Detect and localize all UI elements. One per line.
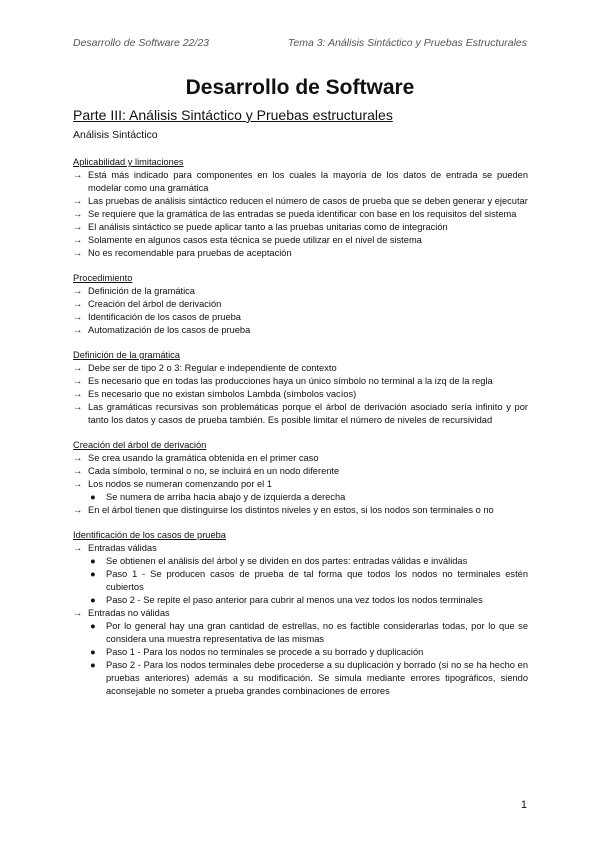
arrow-icon: → — [73, 235, 83, 245]
sub-list-item: ● Por lo general hay una gran cantidad de estrellas, no es factible considerarlas todas, por lo que se considera una muestra representativa de las mismas — [90, 621, 528, 644]
arrow-icon: → — [73, 170, 83, 180]
sub-list-item: ● Paso 2 - Para los nodos terminales debe procederse a su duplicación y borrado (si no se ha hecho en pruebas anteriores) además a su modificación. Se simula mediante errores tipográficos, siendo aconsejable no someter a prueba grandes combinaciones de errores — [90, 660, 528, 696]
section-subsubtitle: Análisis Sintáctico — [73, 129, 158, 141]
section-definicion-gramatica — [73, 349, 528, 427]
arrow-icon: → — [73, 466, 83, 476]
arrow-icon: → — [73, 389, 83, 399]
list-item: → Las pruebas de análisis sintáctico reducen el número de casos de prueba que se deben generar y ejecutar — [73, 196, 528, 206]
section-heading: Procedimiento — [73, 273, 133, 283]
list-item: → El análisis sintáctico se puede aplicar tanto a las pruebas unitarias como de integración — [73, 222, 448, 232]
arrow-icon: → — [73, 299, 83, 309]
list-item: → Se crea usando la gramática obtenida en el primer caso — [73, 453, 319, 463]
list-item: → Entradas válidas — [73, 543, 157, 553]
arrow-icon: → — [73, 479, 83, 489]
list-item: → Definición de la gramática — [73, 286, 195, 296]
arrow-icon: → — [73, 608, 83, 618]
list-item: → Es necesario que en todas las producciones haya un único símbolo no terminal a la izq de la regla — [73, 376, 493, 386]
header-course: Desarrollo de Software 22/23 — [73, 37, 209, 49]
list-item: → Está más indicado para componentes en los cuales la mayoría de los datos de entrada se pueden modelar como una gramática — [73, 170, 528, 193]
list-item: → Se requiere que la gramática de las entradas se pueda identificar con base en los requisitos del sistema — [73, 209, 517, 219]
section-arbol-derivacion — [73, 439, 528, 517]
bullet-icon: ● — [90, 492, 96, 502]
arrow-icon: → — [73, 196, 83, 206]
arrow-icon: → — [73, 543, 83, 553]
sub-list-item: ● Paso 2 - Se repite el paso anterior para cubrir al menos una vez todos los nodos terminales — [90, 595, 483, 605]
section-heading: Creación del árbol de derivación — [73, 440, 207, 450]
arrow-icon: → — [73, 209, 83, 219]
arrow-icon: → — [73, 222, 83, 232]
arrow-icon: → — [73, 248, 83, 258]
bullet-icon: ● — [90, 621, 96, 631]
list-item: → Los nodos se numeran comenzando por el 1 — [73, 479, 272, 489]
arrow-icon: → — [73, 505, 83, 515]
arrow-icon: → — [73, 363, 83, 373]
arrow-icon: → — [73, 312, 83, 322]
list-item: → Automatización de los casos de prueba — [73, 325, 251, 335]
bullet-icon: ● — [90, 556, 96, 566]
bullet-icon: ● — [90, 660, 96, 670]
section-aplicabilidad — [73, 156, 528, 260]
bullet-icon: ● — [90, 595, 96, 605]
list-item: → Cada símbolo, terminal o no, se incluirá en un nodo diferente — [73, 466, 340, 476]
list-item: → Es necesario que no existan símbolos Lambda (símbolos vacíos) — [73, 389, 357, 399]
bullet-icon: ● — [90, 647, 96, 657]
arrow-icon: → — [73, 453, 83, 463]
section-heading: Definición de la gramática — [73, 350, 180, 360]
bullet-icon: ● — [90, 569, 96, 579]
document-body — [73, 156, 528, 710]
page-number: 1 — [520, 799, 527, 811]
header-topic: Tema 3: Análisis Sintáctico y Pruebas Estructurales — [287, 37, 527, 49]
list-item: → Las gramáticas recursivas son problemáticas porque el árbol de derivación asociado sería infinito y por tanto los datos y casos de prueba también. Es posible limitar el número de niveles de recursividad — [73, 402, 528, 425]
list-item: → Identificación de los casos de prueba — [73, 312, 241, 322]
section-casos-prueba — [73, 529, 528, 698]
list-item: → Solamente en algunos casos esta técnica se puede utilizar en el nivel de sistema — [73, 235, 422, 245]
section-procedimiento — [73, 272, 528, 337]
sub-list-item: ● Se obtienen el análisis del árbol y se dividen en dos partes: entradas válidas e inválidas — [90, 556, 468, 566]
list-item: → En el árbol tienen que distinguirse los distintos niveles y en estos, si los nodos son terminales o no — [73, 505, 494, 515]
list-item: → Debe ser de tipo 2 o 3: Regular e independiente de contexto — [73, 363, 337, 373]
arrow-icon: → — [73, 402, 83, 412]
sub-list-item: ● Paso 1 - Para los nodos no terminales se procede a su borrado y duplicación — [90, 647, 424, 657]
list-item: → No es recomendable para pruebas de aceptación — [73, 248, 292, 258]
section-heading: Identificación de los casos de prueba — [73, 530, 226, 540]
list-item: → Creación del árbol de derivación — [73, 299, 222, 309]
list-item: → Entradas no válidas — [73, 608, 170, 618]
arrow-icon: → — [73, 376, 83, 386]
section-subtitle: Parte III: Análisis Sintáctico y Pruebas estructurales — [73, 107, 393, 123]
arrow-icon: → — [73, 325, 83, 335]
sub-list-item: ● Se numera de arriba hacia abajo y de izquierda a derecha — [90, 492, 346, 502]
sub-list-item: ● Paso 1 - Se producen casos de prueba de tal forma que todos los nodos no terminales estén cubiertos — [90, 569, 528, 592]
page-title: Desarrollo de Software — [185, 76, 415, 99]
arrow-icon: → — [73, 286, 83, 296]
section-heading: Aplicabilidad y limitaciones — [73, 157, 184, 167]
